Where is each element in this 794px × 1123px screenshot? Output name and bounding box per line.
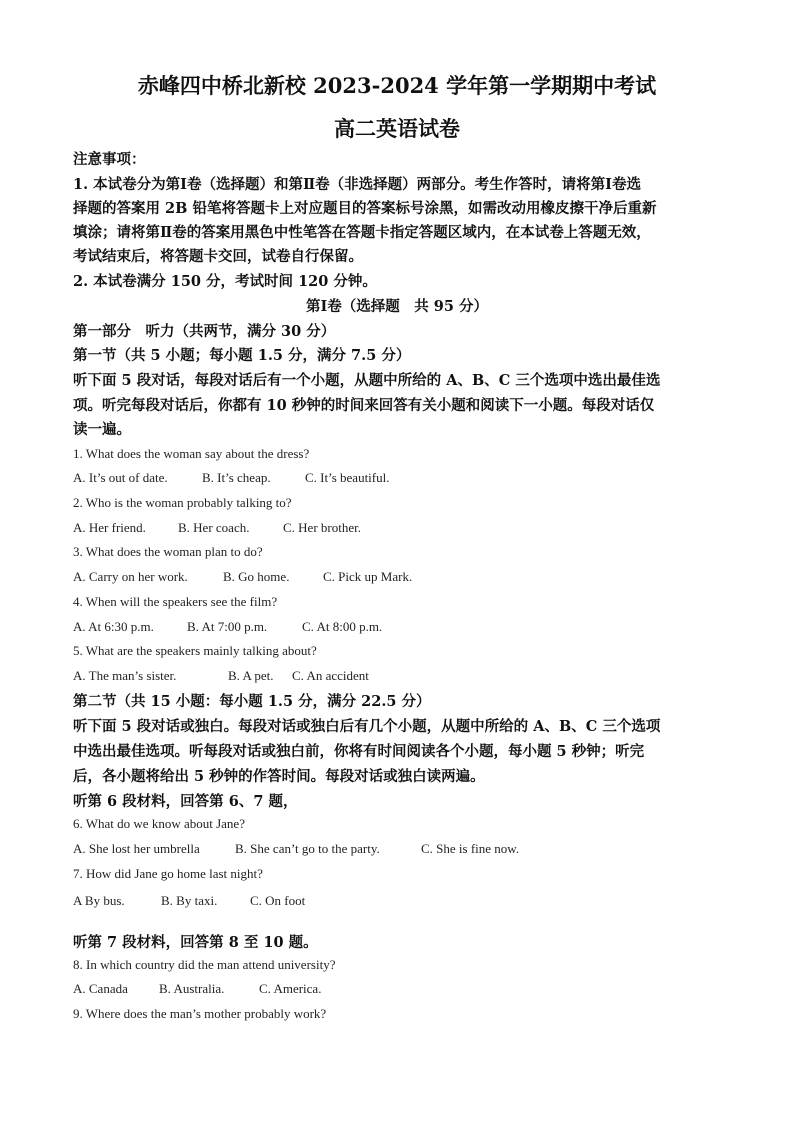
notice-heading: 注意事项： (73, 151, 146, 168)
option-a: A. She lost her umbrella (73, 841, 200, 856)
question-text: 1. What does the woman say about the dress? (73, 446, 310, 461)
option-a: A. Canada (73, 981, 128, 996)
question-text: 9. Where does the man’s mother probably work? (73, 1006, 327, 1021)
question-text: 2. Who is the woman probably talking to? (73, 495, 292, 510)
options-row (73, 569, 412, 585)
exam-subtitle: 高二英语试卷 (334, 116, 460, 141)
part-heading: 第一部分 听力（共两节，满分 30 分） (73, 323, 336, 340)
section-instructions: 后，各小题将给出 5 秒钟的作答时间。每段对话或独白读两遍。 (73, 768, 485, 785)
question-text: 6. What do we know about Jane? (73, 816, 245, 831)
options-row (73, 668, 369, 684)
notice-line: 填涂；请将第Ⅱ卷的答案用黑色中性笔答在答题卡指定答题区域内，在本试卷上答题无效， (73, 224, 651, 241)
option-b: B. At 7:00 p.m. (187, 619, 268, 634)
exam-title: 赤峰四中桥北新校 2023-2024 学年第一学期期中考试 (137, 73, 657, 98)
options-row (73, 981, 321, 997)
section-instructions: 听下面 5 段对话，每段对话后有一个小题，从题中所给的 A、B、C 三个选项中选出最佳选 (73, 372, 661, 389)
option-a: A By bus. (73, 893, 125, 908)
option-a: A. Carry on her work. (73, 569, 188, 584)
option-b: B. By taxi. (161, 893, 218, 908)
options-row (73, 520, 361, 536)
section-instructions: 读一遍。 (73, 421, 131, 438)
option-c: C. On foot (250, 893, 306, 908)
option-c: C. Her brother. (283, 520, 361, 535)
option-b: B. Australia. (159, 981, 225, 996)
section-instructions: 项。听完每段对话后，你都有 10 秒钟的时间来回答有关小题和阅读下一小题。每段对话仅 (73, 397, 655, 414)
section-heading: 第二节（共 15 小题：每小题 1.5 分，满分 22.5 分） (73, 693, 431, 710)
option-b: B. She can’t go to the party. (235, 841, 380, 856)
options-row (73, 841, 519, 857)
option-c: C. She is fine now. (421, 841, 520, 856)
question-text: 4. When will the speakers see the film? (73, 594, 278, 609)
question-text: 7. How did Jane go home last night? (73, 866, 263, 881)
option-a: A. The man’s sister. (73, 668, 177, 683)
options-row (73, 893, 305, 909)
option-c: C. At 8:00 p.m. (302, 619, 383, 634)
question-text: 3. What does the woman plan to do? (73, 544, 263, 559)
volume-heading: 第Ⅰ卷（选择题 共 95 分） (305, 298, 489, 315)
option-a: A. It’s out of date. (73, 470, 168, 485)
material-heading: 听第 7 段材料，回答第 8 至 10 题。 (73, 934, 318, 951)
option-b: B. It’s cheap. (202, 470, 271, 485)
material-heading: 听第 6 段材料，回答第 6、7 题， (73, 793, 298, 810)
options-row (73, 470, 390, 486)
option-b: B. Her coach. (178, 520, 250, 535)
notice-line: 择题的答案用 2B 铅笔将答题卡上对应题目的答案标号涂黑，如需改动用橡皮擦干净后重新 (73, 200, 657, 217)
question-text: 8. In which country did the man attend university? (73, 957, 336, 972)
section-instructions: 中选出最佳选项。听每段对话或独白前，你将有时间阅读各个小题，每小题 5 秒钟；听完 (73, 743, 645, 760)
options-row (73, 619, 382, 635)
option-b: B. A pet. (228, 668, 274, 683)
section-heading: 第一节（共 5 小题；每小题 1.5 分，满分 7.5 分） (73, 347, 411, 364)
option-b: B. Go home. (223, 569, 290, 584)
option-a: A. Her friend. (73, 520, 146, 535)
notice-line: 考试结束后，将答题卡交回，试卷自行保留。 (73, 248, 363, 265)
option-c: C. An accident (292, 668, 369, 683)
option-a: A. At 6:30 p.m. (73, 619, 154, 634)
option-c: C. It’s beautiful. (305, 470, 390, 485)
section-instructions: 听下面 5 段对话或独白。每段对话或独白后有几个小题，从题中所给的 A、B、C 三个选项 (73, 718, 661, 735)
option-c: C. Pick up Mark. (323, 569, 413, 584)
notice-line: 1. 本试卷分为第Ⅰ卷（选择题）和第Ⅱ卷（非选择题）两部分。考生作答时，请将第Ⅰ卷选 (73, 176, 641, 193)
question-text: 5. What are the speakers mainly talking about? (73, 643, 317, 658)
notice-line: 2. 本试卷满分 150 分，考试时间 120 分钟。 (73, 273, 377, 290)
option-c: C. America. (259, 981, 322, 996)
